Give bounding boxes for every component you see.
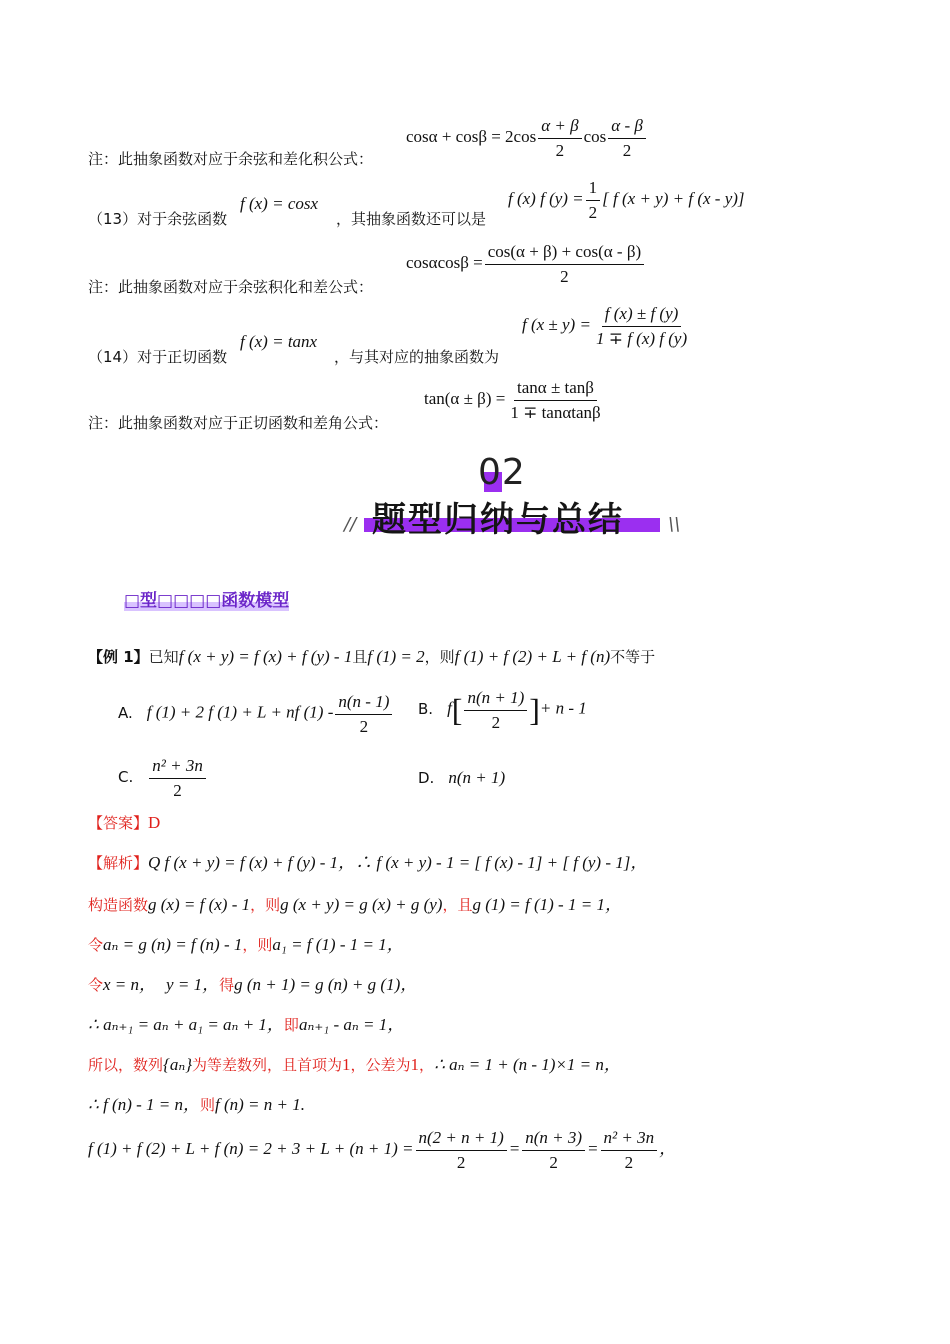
fraction <box>593 304 690 348</box>
option-expr: n(n + 1) <box>448 768 506 787</box>
formula-tan-sum <box>424 378 606 422</box>
formula-product-to-sum <box>406 242 646 286</box>
solution-text: 得 <box>219 976 235 994</box>
note-product-to-sum-label: 注：此抽象函数对应于余弦积化和差公式： <box>88 278 374 296</box>
item-13-function: f (x) = cosx <box>240 194 319 213</box>
option-b <box>418 688 587 732</box>
option-expr: f (1) + 2 f (1) + L + nf (1) - <box>146 702 334 722</box>
solution-line-2 <box>88 890 622 915</box>
option-d <box>418 768 505 788</box>
stem-formula: f (x + y) = f (x) + f (y) - 1 <box>178 647 353 666</box>
numerator: α + β <box>538 116 581 139</box>
equals-sign: = <box>587 1138 599 1158</box>
solution-line-7 <box>88 1090 305 1115</box>
numerator: n² + 3n <box>601 1128 658 1151</box>
punctuation: ， <box>659 1138 677 1158</box>
banner-slash-left: // <box>344 514 357 535</box>
solution-text: ，则 <box>242 936 273 954</box>
solution-text: 为等差数列，且首项为 <box>192 1056 343 1074</box>
stem-text: 且 <box>352 648 368 666</box>
denominator: 2 <box>456 1152 466 1172</box>
solution-expr: f (n) = n + 1. <box>215 1095 306 1114</box>
solution-line-5 <box>88 1010 404 1035</box>
formula-cos-abstract <box>508 178 745 222</box>
fraction <box>464 688 527 732</box>
solution-line-3 <box>88 930 404 955</box>
solution-text: 令 <box>88 936 104 954</box>
solution-expr: g (n + 1) = g (n) + g (1)， <box>234 975 418 994</box>
banner-title: 题型归纳与总结 <box>372 500 624 540</box>
item-14-function: f (x) = tanx <box>240 332 318 351</box>
fraction <box>608 116 646 160</box>
solution-expr: aₙ₊₁ - aₙ = 1， <box>298 1015 405 1034</box>
numerator: n(n - 1) <box>335 692 392 715</box>
banner-slash-right: \\ <box>668 514 681 535</box>
stem-formula: f (1) = 2 <box>367 647 425 666</box>
option-label: B. <box>418 699 434 718</box>
bracket-right: ] <box>529 691 540 728</box>
solution-expr: a₁ = f (1) - 1 = 1， <box>272 935 404 954</box>
stem-formula: f (1) + f (2) + L + f (n) <box>454 647 611 666</box>
item-13-text: ，其抽象函数还可以是 <box>336 210 487 228</box>
formula-part: [ f (x + y) + f (x - y)] <box>602 188 745 208</box>
formula-part: f (x ± y) = <box>522 314 591 334</box>
solution-text: ，则 <box>250 896 281 914</box>
denominator: 2 <box>624 1152 634 1172</box>
formula-part: cosαcosβ = <box>406 252 483 272</box>
solution-text: ， <box>419 1056 435 1074</box>
solution-expr: g (x + y) = g (x) + g (y) <box>280 895 443 914</box>
stem-text: 不等于 <box>610 648 656 666</box>
fraction <box>601 1128 658 1172</box>
formula-part: cos <box>583 126 607 146</box>
solution-expr: g (1) = f (1) - 1 = 1， <box>472 895 622 914</box>
formula-sum-to-product <box>406 116 648 160</box>
solution-expr: Q f (x + y) = f (x) + f (y) - 1，∴ f (x + y) - 1 = [ f (x) - 1] + [ f (y) - 1]， <box>148 853 648 872</box>
denominator: 2 <box>491 712 501 732</box>
answer-line <box>88 812 160 833</box>
solution-line-4 <box>88 970 417 995</box>
denominator: 2 <box>555 140 565 160</box>
option-expr: f <box>447 698 452 718</box>
solution-text: 即 <box>283 1016 299 1034</box>
note-tan-sum-label: 注：此抽象函数对应于正切函数和差角公式： <box>88 414 389 432</box>
solution-expr: 1 <box>410 1055 420 1074</box>
solution-text: ，且 <box>442 896 473 914</box>
fraction <box>416 1128 507 1172</box>
solution-expr: ∴ aₙ = 1 + (n - 1)×1 = n， <box>434 1055 621 1074</box>
fraction <box>335 692 392 736</box>
denominator: 1 ∓ f (x) f (y) <box>595 328 688 348</box>
fraction <box>485 242 644 286</box>
solution-expr: 1 <box>342 1055 351 1074</box>
equals-sign: = <box>508 1138 521 1158</box>
solution-expr: g (x) = f (x) - 1 <box>148 895 251 914</box>
solution-expr: y = 1， <box>166 975 220 994</box>
solution-text: ，公差为 <box>350 1056 411 1074</box>
section-heading-text: □型□□□□函数模型 <box>124 591 290 611</box>
denominator: 2 <box>173 780 182 800</box>
denominator: 2 <box>622 140 632 160</box>
solution-expr: ∴ f (n) - 1 = n， <box>88 1095 200 1114</box>
banner-number: 02 <box>478 452 526 493</box>
denominator: 2 <box>549 1152 558 1172</box>
numerator: n(n + 1) <box>464 688 527 711</box>
solution-text: 则 <box>200 1096 216 1114</box>
denominator: 2 <box>588 202 598 222</box>
fraction <box>538 116 581 160</box>
solution-expr: {aₙ} <box>163 1055 193 1074</box>
solution-text: 所以，数列 <box>88 1056 164 1074</box>
solution-line-6 <box>88 1050 621 1075</box>
note-sum-to-product-label: 注：此抽象函数对应于余弦和差化积公式： <box>88 150 374 168</box>
numerator: tanα ± tanβ <box>514 378 597 401</box>
denominator: 2 <box>560 266 569 286</box>
numerator: α - β <box>608 116 646 139</box>
numerator: f (x) ± f (y) <box>602 304 682 327</box>
solution-line-1 <box>88 848 647 873</box>
formula-tan-abstract <box>522 304 692 348</box>
item-14-text: ，与其对应的抽象函数为 <box>334 348 500 366</box>
option-label: D. <box>418 769 435 787</box>
option-a <box>118 692 394 736</box>
fraction <box>149 756 206 800</box>
option-label: C. <box>118 767 134 786</box>
section-heading <box>124 586 289 611</box>
formula-part: tan(α ± β) = <box>424 388 506 408</box>
fraction <box>586 178 601 222</box>
stem-text: ，则 <box>424 648 455 666</box>
denominator: 2 <box>359 716 369 736</box>
numerator: 1 <box>586 178 601 201</box>
solution-text: 令 <box>88 976 104 994</box>
solution-expr: aₙ = g (n) = f (n) - 1 <box>103 935 243 954</box>
bracket-left: [ <box>451 691 463 728</box>
solution-text: 构造函数 <box>88 896 149 914</box>
fraction <box>522 1128 585 1172</box>
numerator: n(2 + n + 1) <box>416 1128 507 1151</box>
numerator: cos(α + β) + cos(α - β) <box>485 242 644 265</box>
stem-text: 已知 <box>148 648 179 666</box>
denominator: 1 ∓ tanαtanβ <box>510 402 601 422</box>
option-label: A. <box>118 703 133 722</box>
solution-expr: f (1) + f (2) + L + f (n) = 2 + 3 + L + (n + 1) = <box>88 1138 414 1158</box>
solution-tag: 【解析】 <box>88 854 149 872</box>
answer-value: D <box>148 813 161 832</box>
option-c <box>118 756 208 800</box>
item-13-label: （13）对于余弦函数 <box>88 210 228 228</box>
answer-tag: 【答案】 <box>88 814 149 832</box>
item-14-label: （14）对于正切函数 <box>88 348 228 366</box>
fraction <box>507 378 603 422</box>
formula-part: cosα + cosβ = 2cos <box>406 126 537 146</box>
numerator: n(n + 3) <box>522 1128 585 1151</box>
formula-part: f (x) f (y) = <box>508 188 584 208</box>
option-expr: + n - 1 <box>539 698 587 718</box>
numerator: n² + 3n <box>149 756 206 779</box>
example-tag: 【例 1】 <box>88 648 149 666</box>
solution-line-8 <box>88 1128 676 1172</box>
solution-expr: x = n， <box>103 975 157 994</box>
example-1-stem <box>88 646 655 667</box>
solution-expr: ∴ aₙ₊₁ = aₙ + a₁ = aₙ + 1， <box>88 1015 284 1034</box>
